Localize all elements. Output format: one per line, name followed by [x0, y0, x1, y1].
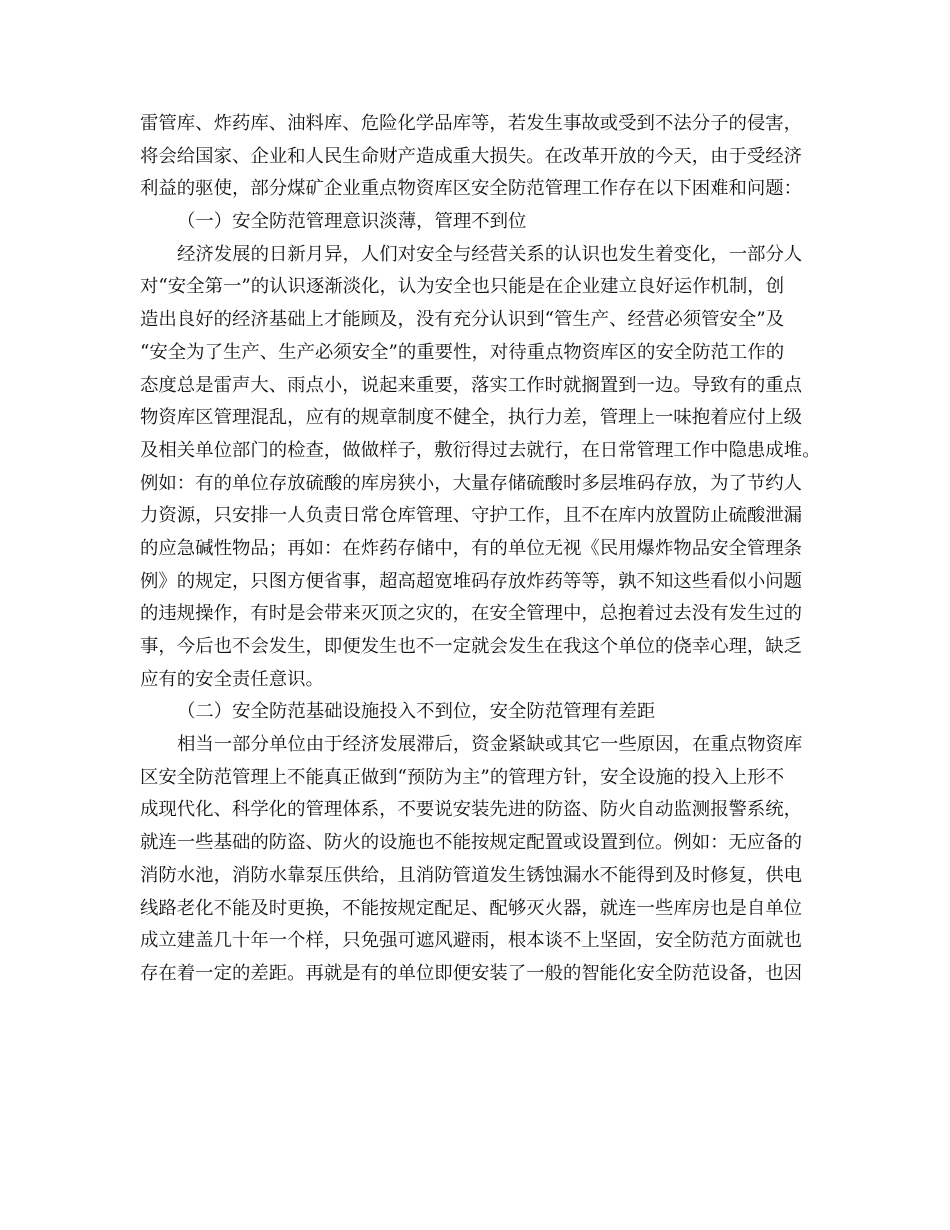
paragraph-1 [140, 108, 820, 206]
paragraph-line: 将会给国家、企业和人民生命财产造成重大损失。在改革开放的今天，由于受经济 [140, 145, 803, 167]
paragraph-line: 利益的驱使，部分煤矿企业重点物资库区安全防范管理工作存在以下困难和问题： [140, 178, 803, 200]
document-body [140, 108, 820, 991]
paragraph-line: 线路老化不能及时更换，不能按规定配足、配够灭火器，就连一些库房也是自单位 [140, 897, 803, 919]
paragraph-line: 的应急碱性物品；再如：在炸药存储中，有的单位无视《民用爆炸物品安全管理条 [140, 537, 803, 559]
paragraph-line: “安全为了生产、生产必须安全”的重要性，对待重点物资库区的安全防范工作的 [140, 341, 785, 363]
paragraph-3 [140, 729, 820, 991]
paragraph-line: 例如：有的单位存放硫酸的库房狭小，大量存储硫酸时多层堆码存放，为了节约人 [140, 472, 803, 494]
paragraph-line: 存在着一定的差距。再就是有的单位即便安装了一般的智能化安全防范设备，也因 [140, 962, 803, 984]
paragraph-line: 例》的规定，只图方便省事，超高超宽堆码存放炸药等等，孰不知这些看似小问题 [140, 570, 803, 592]
paragraph-line: 应有的安全责任意识。 [140, 668, 324, 690]
paragraph-2 [140, 239, 820, 697]
paragraph-line: 物资库区管理混乱，应有的规章制度不健全，执行力差，管理上一味抱着应付上级 [140, 407, 803, 429]
paragraph-line: 及相关单位部门的检查，做做样子，敷衍得过去就行，在日常管理工作中隐患成堆。 [140, 439, 821, 461]
paragraph-line: 雷管库、炸药库、油料库、危险化学品库等，若发生事故或受到不法分子的侵害， [140, 113, 803, 134]
paragraph-line: 成立建盖几十年一个样，只免强可遮风避雨，根本谈不上坚固，安全防范方面就也 [140, 930, 803, 952]
paragraph-line: 就连一些基础的防盗、防火的设施也不能按规定配置或设置到位。例如：无应备的 [140, 832, 803, 854]
paragraph-line: 造出良好的经济基础上才能顾及，没有充分认识到“管生产、经营必须管安全”及 [140, 309, 785, 331]
section-heading-2: （二）安全防范基础设施投入不到位，安全防范管理有差距 [177, 701, 656, 723]
paragraph-line: 态度总是雷声大、雨点小，说起来重要，落实工作时就搁置到一边。导致有的重点 [140, 374, 803, 396]
paragraph-line: 消防水池，消防水靠泵压供给，且消防管道发生锈蚀漏水不能得到及时修复，供电 [140, 864, 803, 886]
paragraph-line: 成现代化、科学化的管理体系，不要说安装先进的防盗、防火自动监测报警系统， [140, 799, 803, 821]
paragraph-line: 事，今后也不会发生，即便发生也不一定就会发生在我这个单位的侥幸心理，缺乏 [140, 636, 803, 657]
section-heading-1: （一）安全防范管理意识淡薄，管理不到位 [177, 211, 527, 233]
paragraph-line: 经济发展的日新月异，人们对安全与经营关系的认识也发生着变化，一部分人 [177, 243, 803, 265]
paragraph-line: 对“安全第一”的认识逐渐淡化，认为安全也只能是在企业建立良好运作机制，创 [140, 276, 785, 298]
paragraph-line: 相当一部分单位由于经济发展滞后，资金紧缺或其它一些原因，在重点物资库 [177, 734, 803, 756]
paragraph-line: 的违规操作，有时是会带来灭顶之灾的，在安全管理中，总抱着过去没有发生过的 [140, 603, 803, 625]
paragraph-line: 区安全防范管理上不能真正做到“预防为主”的管理方针，安全设施的投入上形不 [140, 766, 785, 788]
paragraph-line: 力资源，只安排一人负责日常仓库管理、守护工作，且不在库内放置防止硫酸泄漏 [140, 505, 803, 527]
